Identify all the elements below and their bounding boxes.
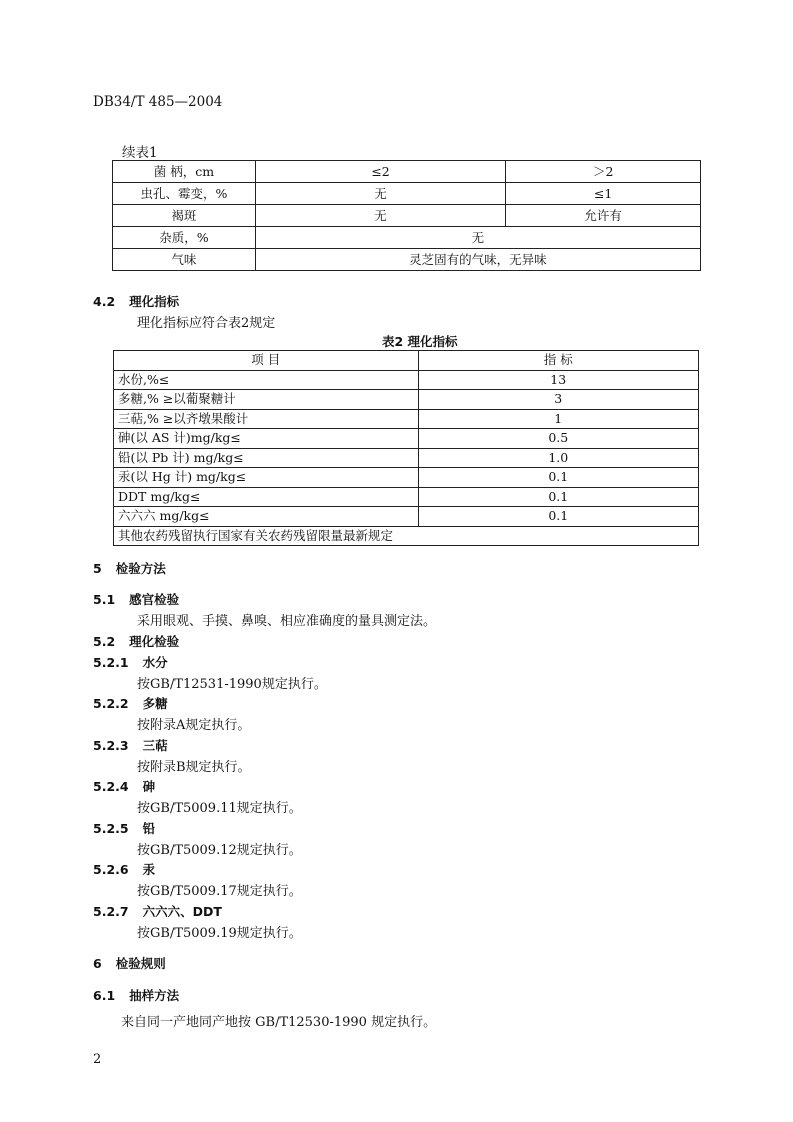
section-number: 4.2 — [93, 294, 116, 309]
physicochemical-table — [113, 350, 699, 546]
section-title: 理化检验 — [129, 634, 180, 649]
table-row — [114, 487, 699, 507]
value-cell: 1.0 — [418, 448, 698, 468]
section-number: 5.2.3 — [93, 738, 129, 753]
section-title: 砷 — [142, 779, 156, 794]
table1-continuation-label: 续表1 — [122, 145, 158, 161]
section-5-2-5-text: 按GB/T5009.12规定执行。 — [137, 843, 302, 858]
item-cell: DDT mg/kg≤ — [114, 487, 419, 507]
value-cell: ＞2 — [506, 161, 701, 183]
table-row — [113, 205, 701, 227]
item-cell: 杂质，% — [113, 227, 256, 249]
section-number: 5 — [93, 561, 102, 576]
item-cell: 铅(以 Pb 计) mg/kg≤ — [114, 448, 419, 468]
section-6-1-heading — [93, 986, 179, 1004]
header-value-cell: 指 标 — [418, 351, 698, 371]
section-number: 5.2.2 — [93, 696, 129, 711]
item-cell: 气味 — [113, 249, 256, 271]
section-4-2-text: 理化指标应符合表2规定 — [137, 316, 276, 331]
value-cell: 无 — [255, 205, 506, 227]
section-number: 6 — [93, 956, 102, 971]
merged-value-cell: 无 — [255, 227, 700, 249]
section-5-heading — [93, 559, 166, 577]
section-title: 六六六、DDT — [142, 904, 222, 919]
value-cell: 0.1 — [418, 487, 698, 507]
section-6-1-text: 来自同一产地同产地按 GB/T12530-1990 规定执行。 — [121, 1015, 437, 1030]
item-cell: 多糖,% ≥以葡聚糖计 — [114, 390, 419, 410]
section-5-2-5-heading — [93, 819, 155, 837]
table-row — [114, 429, 699, 449]
value-cell: 0.1 — [418, 507, 698, 527]
section-title: 铅 — [142, 821, 156, 836]
table2-title: 表2 理化指标 — [382, 334, 458, 349]
section-title: 汞 — [142, 862, 156, 877]
table-footer-row — [114, 526, 699, 546]
table-row — [114, 390, 699, 410]
section-5-2-7-heading — [93, 902, 222, 920]
value-cell: 13 — [418, 370, 698, 390]
value-cell: 无 — [255, 183, 506, 205]
value-cell: 3 — [418, 390, 698, 410]
footer-note-cell: 其他农药残留执行国家有关农药残留限量最新规定 — [114, 526, 699, 546]
table-header-row — [114, 351, 699, 371]
section-title: 感官检验 — [129, 592, 180, 607]
section-number: 6.1 — [93, 988, 116, 1003]
section-5-2-4-heading — [93, 777, 155, 795]
sensory-table-continued — [112, 160, 701, 271]
section-number: 5.2.4 — [93, 779, 129, 794]
section-title: 水分 — [142, 655, 168, 670]
table-row — [114, 468, 699, 488]
merged-value-cell: 灵芝固有的气味，无异味 — [255, 249, 700, 271]
section-5-2-7-text: 按GB/T5009.19规定执行。 — [137, 926, 302, 941]
document-code: DB34/T 485—2004 — [93, 94, 223, 110]
value-cell: 1 — [418, 409, 698, 429]
section-5-2-2-heading — [93, 694, 168, 712]
section-title: 抽样方法 — [129, 988, 180, 1003]
section-title: 检验方法 — [115, 561, 166, 576]
table-row — [114, 370, 699, 390]
section-5-2-1-heading — [93, 653, 168, 671]
value-cell: ≤1 — [506, 183, 701, 205]
section-5-2-6-text: 按GB/T5009.17规定执行。 — [137, 884, 302, 899]
table-row — [113, 249, 701, 271]
section-5-2-6-heading — [93, 860, 155, 878]
section-title: 理化指标 — [129, 294, 180, 309]
item-cell: 水份,%≤ — [114, 370, 419, 390]
section-5-2-2-text: 按附录A规定执行。 — [137, 718, 251, 733]
header-item-cell: 项 目 — [114, 351, 419, 371]
section-number: 5.2.5 — [93, 821, 129, 836]
section-title: 三萜 — [142, 738, 168, 753]
table-row — [114, 448, 699, 468]
section-5-1-heading — [93, 590, 179, 608]
section-5-2-3-heading — [93, 736, 168, 754]
item-cell: 三萜,% ≥以齐墩果酸计 — [114, 409, 419, 429]
page-number: 2 — [93, 1052, 102, 1067]
section-number: 5.2 — [93, 634, 116, 649]
section-4-2-heading — [93, 292, 179, 310]
value-cell: ≤2 — [255, 161, 506, 183]
section-5-2-heading — [93, 632, 179, 650]
value-cell: 0.5 — [418, 429, 698, 449]
section-5-2-3-text: 按附录B规定执行。 — [137, 760, 251, 775]
table-row — [114, 507, 699, 527]
table-row — [113, 227, 701, 249]
value-cell: 允许有 — [506, 205, 701, 227]
item-cell: 砷(以 AS 计)mg/kg≤ — [114, 429, 419, 449]
item-cell: 六六六 mg/kg≤ — [114, 507, 419, 527]
section-number: 5.2.7 — [93, 904, 129, 919]
section-number: 5.2.6 — [93, 862, 129, 877]
item-cell: 虫孔、霉变，% — [113, 183, 256, 205]
section-5-2-1-text: 按GB/T12531-1990规定执行。 — [137, 677, 327, 692]
table-row — [113, 183, 701, 205]
item-cell: 菌 柄，cm — [113, 161, 256, 183]
section-6-heading — [93, 954, 166, 972]
value-cell: 0.1 — [418, 468, 698, 488]
section-5-1-text: 采用眼观、手摸、鼻嗅、相应准确度的量具测定法。 — [137, 614, 437, 629]
section-number: 5.1 — [93, 592, 116, 607]
section-title: 多糖 — [142, 696, 168, 711]
section-number: 5.2.1 — [93, 655, 129, 670]
section-5-2-4-text: 按GB/T5009.11规定执行。 — [137, 801, 302, 816]
section-title: 检验规则 — [115, 956, 166, 971]
table-row — [114, 409, 699, 429]
item-cell: 汞(以 Hg 计) mg/kg≤ — [114, 468, 419, 488]
table-row — [113, 161, 701, 183]
item-cell: 褐斑 — [113, 205, 256, 227]
